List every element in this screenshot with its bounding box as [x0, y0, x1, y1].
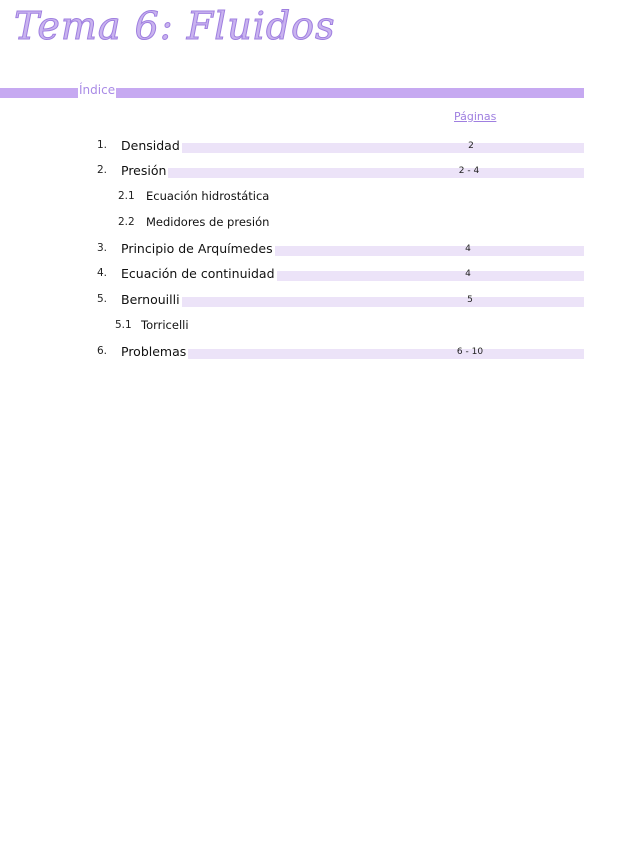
- toc-entry-label: Densidad: [121, 138, 180, 153]
- toc-subentry: [0, 187, 619, 207]
- toc-entry-pages: 4: [465, 244, 471, 254]
- toc-highlight-band: [246, 271, 584, 281]
- toc-entry-pages: 2: [468, 141, 474, 151]
- toc-entry: [0, 290, 619, 310]
- toc-highlight-band: [246, 246, 584, 256]
- toc-highlight-band: [160, 143, 584, 153]
- toc-entry-label: Problemas: [121, 344, 187, 359]
- toc-subentry: [0, 213, 619, 233]
- toc-entry: [0, 264, 619, 284]
- index-label: Índice: [79, 83, 116, 97]
- toc-entry-number: 2.1: [118, 190, 135, 202]
- toc-entry: [0, 136, 619, 156]
- toc-entry: [0, 239, 619, 259]
- toc-entry-number: 5.: [97, 293, 108, 305]
- toc-entry-number: 2.2: [118, 216, 135, 228]
- toc-entry: [0, 342, 619, 362]
- page-title: Tema 6: Fluidos: [14, 4, 336, 48]
- toc-entry-label: Presión: [121, 163, 167, 178]
- toc-entry-label: Bernouilli: [121, 292, 180, 307]
- toc-entry-number: 4.: [97, 267, 108, 279]
- toc-entry-label: Ecuación de continuidad: [121, 266, 275, 281]
- pages-column-header: Páginas: [454, 110, 497, 123]
- toc-entry-pages: 4: [465, 269, 471, 279]
- toc-entry-label: Torricelli: [141, 318, 189, 332]
- toc-entry-pages: 2 - 4: [458, 166, 480, 176]
- toc-entry: [0, 161, 619, 181]
- toc-entry-pages: 6 - 10: [456, 347, 484, 357]
- toc-highlight-band: [168, 297, 584, 307]
- toc-entry-number: 2.: [97, 164, 108, 176]
- toc-subentry: [0, 316, 619, 336]
- toc-highlight-band: [176, 349, 584, 359]
- toc-entry-number: 6.: [97, 345, 108, 357]
- toc-entry-label: Principio de Arquímedes: [121, 241, 273, 256]
- toc-highlight-band: [158, 168, 584, 178]
- toc-entry-label: Medidores de presión: [146, 215, 270, 229]
- toc-entry-label: Ecuación hidrostática: [146, 189, 270, 203]
- toc-entry-number: 3.: [97, 242, 108, 254]
- toc-entry-number: 1.: [97, 139, 108, 151]
- toc-entry-number: 5.1: [115, 319, 132, 331]
- toc-entry-pages: 5: [467, 295, 473, 305]
